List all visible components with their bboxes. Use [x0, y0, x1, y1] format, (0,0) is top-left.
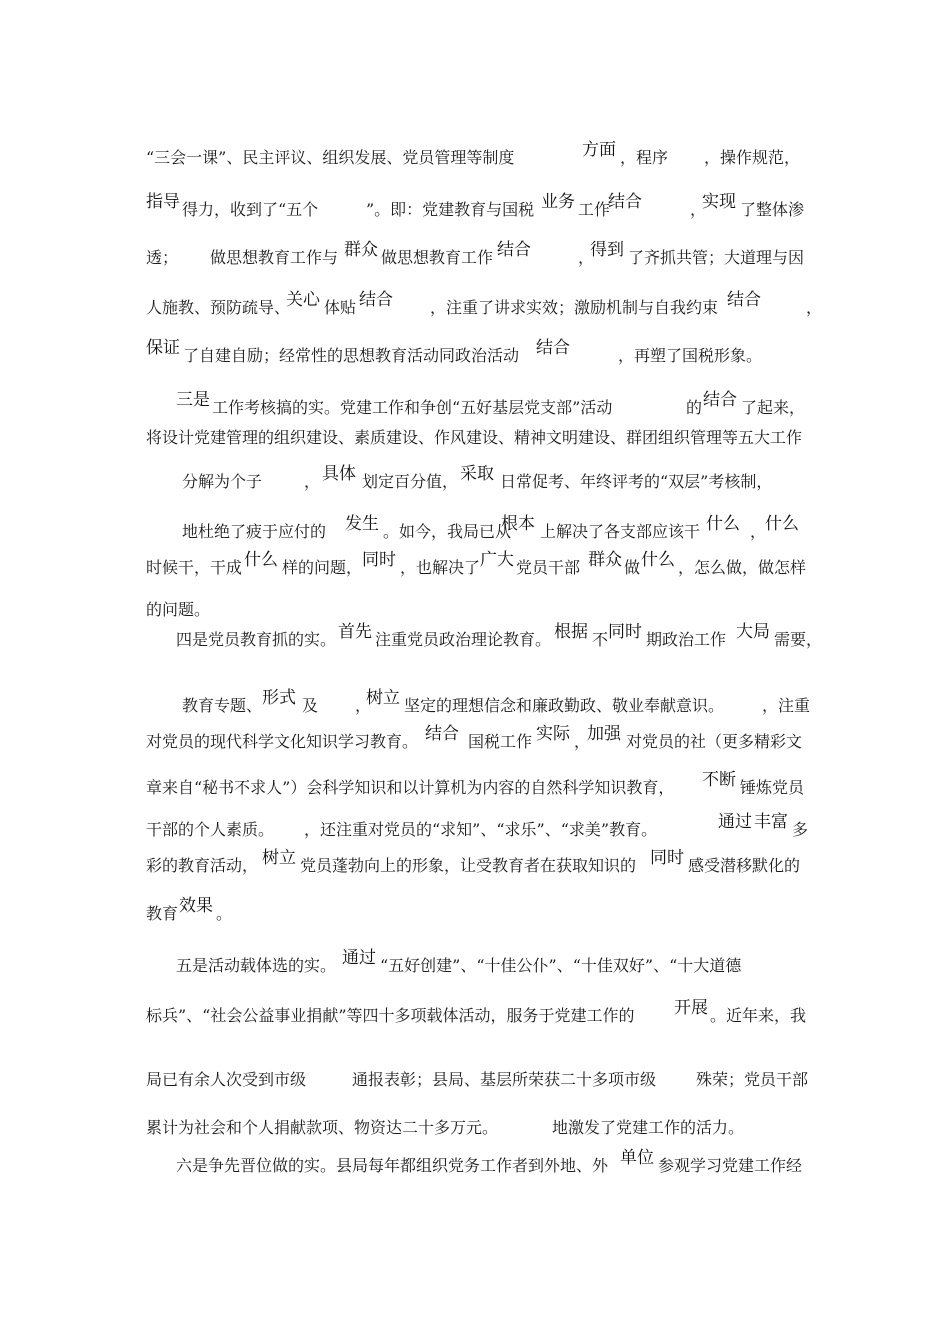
text-run: 树立 — [262, 848, 296, 868]
text-run: 彩的教育活动， — [146, 856, 259, 875]
text-run: ，也解决了 — [400, 558, 481, 577]
text-run: 不断 — [702, 770, 736, 790]
text-run: 国税工作 — [468, 732, 533, 751]
text-run: 划定百分值， — [362, 472, 459, 491]
text-run: ， — [355, 696, 372, 715]
text-run: ，程序 — [620, 148, 669, 167]
text-run: 同时 — [362, 550, 396, 570]
text-run: 做 — [624, 558, 641, 577]
text-run: ， — [690, 200, 707, 219]
text-run: 采取 — [460, 464, 494, 484]
text-run: 通报表彰；县局、基层所荣获二十多项市级 — [352, 1070, 657, 1089]
text-run: 。如今，我局已从 — [383, 522, 512, 541]
text-run: 。 — [216, 904, 233, 923]
text-run: 期政治工作 — [646, 630, 727, 649]
text-run: 发生 — [345, 514, 379, 534]
text-run: 保证 — [146, 338, 180, 358]
text-run: 了自建自励；经常性的思想教育活动同政治活动 — [183, 346, 520, 365]
text-run: 群众 — [344, 240, 378, 260]
text-run: 六是争先晋位做的实。县局每年都组织党务工作者到外地、外 — [176, 1156, 609, 1175]
text-run: 时候干，干成 — [146, 558, 243, 577]
text-run: 结合 — [727, 290, 761, 310]
text-run: 人施教、预防疏导、 — [146, 298, 291, 317]
text-run: 殊荣；党员干部 — [696, 1070, 809, 1089]
text-run: 指导 — [146, 192, 180, 212]
text-run: 党员蓬勃向上的形象，让受教育者在获取知识的 — [300, 856, 637, 875]
text-run: ， — [578, 248, 595, 267]
text-run: 实现 — [702, 192, 736, 212]
text-run: ， — [750, 522, 767, 541]
text-run: 教育专题、 — [182, 696, 263, 715]
text-run: ”。即：党建教育与国税 — [366, 200, 535, 219]
text-run: 结合 — [359, 290, 393, 310]
text-run: ，注重 — [762, 696, 811, 715]
text-run: 锤炼党员 — [740, 778, 805, 797]
text-run: 需要， — [774, 630, 823, 649]
text-run: 坚定的理想信念和廉政勤政、敬业奉献意识。 — [404, 696, 725, 715]
text-run: 结合 — [608, 192, 642, 212]
text-run: 什么 — [641, 550, 675, 570]
text-run: 不 — [592, 630, 609, 649]
text-run: 五是活动载体选的实。 — [176, 956, 337, 975]
text-run: 的问题。 — [146, 600, 211, 619]
text-run: 透； — [146, 248, 179, 267]
text-run: 党员干部 — [516, 558, 581, 577]
text-run: 章来自“秘书不求人”）会科学知识和以计算机为内容的自然科学知识教育， — [146, 778, 675, 797]
text-run: ，怎么做，做怎样 — [678, 558, 807, 577]
text-run: 什么 — [765, 514, 799, 534]
text-run: 结合 — [536, 338, 570, 358]
text-run: 干部的个人素质。 — [146, 820, 275, 839]
text-run: 工作 — [578, 200, 611, 219]
text-run: ， — [806, 298, 823, 317]
text-run: “三会一课”、民主评议、组织发展、党员管理等制度 — [146, 148, 515, 167]
text-run: 对党员的社（更多精彩文 — [626, 732, 803, 751]
text-run: 三是 — [176, 390, 210, 410]
text-run: 关心 — [286, 290, 320, 310]
text-run: 分解为个子 — [182, 472, 263, 491]
text-run: 丰富 — [754, 812, 788, 832]
text-run: “五好创建”、“十佳公仆”、“十佳双好”、“十大道德 — [380, 956, 742, 975]
text-run: 标兵”、“社会公益事业捐献”等四十多项载体活动，服务于党建工作的 — [146, 1006, 635, 1025]
text-run: 结合 — [497, 240, 531, 260]
text-run: 同时 — [608, 622, 642, 642]
text-run: 教育 — [146, 904, 179, 923]
text-run: 体贴 — [324, 298, 357, 317]
text-run: 样的问题， — [282, 558, 363, 577]
text-run: 将设计党建管理的组织建设、素质建设、作风建设、精神文明建设、群团组织管理等五大工作 — [146, 428, 803, 447]
text-run: 上解决了各支部应该干 — [540, 522, 701, 541]
text-run: 方面 — [582, 140, 616, 160]
text-run: 根本 — [501, 514, 535, 534]
text-run: 实际 — [536, 724, 570, 744]
text-run: 多 — [792, 820, 809, 839]
text-run: 及 — [302, 696, 319, 715]
text-run: 对党员的现代科学文化知识学习教育。 — [146, 732, 419, 751]
text-run: 同时 — [650, 848, 684, 868]
text-run: ，再塑了国税形象。 — [618, 346, 763, 365]
text-run: 做思想教育工作与 — [210, 248, 339, 267]
text-run: 具体 — [322, 464, 356, 484]
text-run: 工作考核搞的实。党建工作和争创“五好基层党支部”活动 — [212, 398, 613, 417]
text-run: 单位 — [620, 1148, 654, 1168]
text-run: 通过 — [342, 948, 376, 968]
text-run: 做思想教育工作 — [381, 248, 494, 267]
text-run: 地激发了党建工作的活力。 — [552, 1118, 745, 1137]
text-run: 通过 — [718, 812, 752, 832]
text-run: 局已有余人次受到市级 — [146, 1070, 307, 1089]
text-run: 地杜绝了疲于应付的 — [182, 522, 327, 541]
text-run: ， — [574, 732, 591, 751]
text-run: 注重党员政治理论教育。 — [375, 630, 552, 649]
text-run: 结合 — [703, 390, 737, 410]
text-run: 效果 — [179, 896, 213, 916]
text-run: ， — [304, 472, 321, 491]
text-run: 结合 — [425, 724, 459, 744]
text-run: 什么 — [706, 514, 740, 534]
text-run: 得力，收到了“五个 — [182, 200, 319, 219]
text-run: 参观学习党建工作经 — [658, 1156, 803, 1175]
text-run: 得到 — [590, 240, 624, 260]
text-run: 四是党员教育抓的实。 — [176, 630, 337, 649]
text-run: 累计为社会和个人捐献款项、物资达二十多万元。 — [146, 1118, 499, 1137]
text-run: ，注重了讲求实效；激励机制与自我约束 — [430, 298, 719, 317]
text-run: 的 — [686, 398, 703, 417]
text-run: 了齐抓共管；大道理与因 — [628, 248, 805, 267]
text-run: ，操作规范， — [704, 148, 801, 167]
text-run: 群众 — [588, 550, 622, 570]
text-run: 。近年来，我 — [710, 1006, 807, 1025]
text-run: 业务 — [541, 192, 575, 212]
text-run: 日常促考、年终评考的“双层”考核制， — [500, 472, 773, 491]
text-run: 树立 — [366, 688, 400, 708]
text-run: 广大 — [480, 550, 514, 570]
text-run: ，还注重对党员的“求知”、“求乐”、“求美”教育。 — [304, 820, 658, 839]
text-run: 形式 — [262, 688, 296, 708]
text-run: 感受潜移默化的 — [688, 856, 801, 875]
text-run: 首先 — [338, 622, 372, 642]
text-run: 加强 — [587, 724, 621, 744]
text-run: 开展 — [674, 998, 708, 1018]
text-run: 了起来， — [741, 398, 806, 417]
text-run: 什么 — [244, 550, 278, 570]
text-run: 了整体渗 — [740, 200, 805, 219]
text-run: 根据 — [554, 622, 588, 642]
text-run: 大局 — [736, 622, 770, 642]
